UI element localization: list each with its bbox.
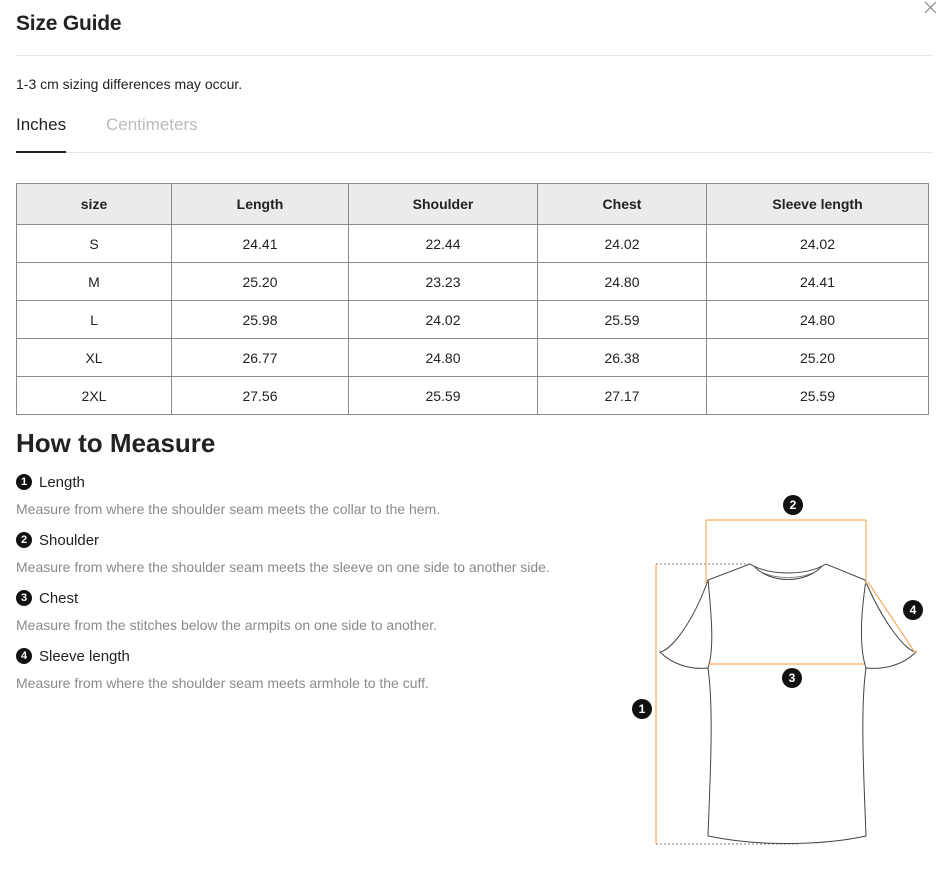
header-divider [16,55,933,56]
table-cell: 24.02 [349,301,538,339]
marker-2 [783,495,803,515]
tshirt-measure-diagram [620,480,940,860]
table-header-cell: Sleeve length [707,184,929,225]
table-cell: XL [17,339,172,377]
table-header-row [17,184,929,225]
table-cell: 25.59 [707,377,929,415]
table-cell: 26.77 [172,339,349,377]
unit-tabs [16,108,933,153]
sizing-notice: 1-3 cm sizing differences may occur. [16,76,243,92]
number-3-badge: 3 [16,590,32,606]
table-cell: 24.80 [707,301,929,339]
table-header-cell: size [17,184,172,225]
table-header-cell: Chest [538,184,707,225]
table-cell: 2XL [17,377,172,415]
table-cell: 25.98 [172,301,349,339]
table-header-cell: Shoulder [349,184,538,225]
table-row [17,301,929,339]
tab-inches[interactable]: Inches [16,115,66,153]
table-cell: 26.38 [538,339,707,377]
marker-3 [782,668,802,688]
measure-list [16,472,616,704]
table-cell: 24.80 [538,263,707,301]
measure-description: Measure from where the shoulder seam meets the collar to the hem. [16,501,441,517]
measure-label: Length [39,473,85,491]
measure-description: Measure from where the shoulder seam meets armhole to the cuff. [16,675,429,691]
table-cell: 23.23 [349,263,538,301]
measure-item-chest [16,588,616,646]
table-cell: S [17,225,172,263]
marker-2-label: 2 [789,498,797,512]
table-cell: 24.41 [172,225,349,263]
measure-item-shoulder [16,530,616,588]
table-cell: 25.59 [538,301,707,339]
marker-4 [903,600,923,620]
how-to-measure-title: How to Measure [16,428,216,458]
table-cell: 27.17 [538,377,707,415]
modal-title: Size Guide [16,12,122,35]
table-row [17,377,929,415]
measure-description: Measure from where the shoulder seam meets the sleeve on one side to another side. [16,559,550,575]
table-cell: 24.02 [707,225,929,263]
tab-centimeters[interactable]: Centimeters [106,115,198,134]
table-row [17,225,929,263]
size-table [16,183,929,415]
measure-item-sleeve-length [16,646,616,704]
number-1-badge: 1 [16,474,32,490]
marker-1 [632,699,652,719]
measure-label: Shoulder [39,531,100,549]
marker-4-label: 4 [909,603,917,617]
table-row [17,263,929,301]
table-cell: M [17,263,172,301]
table-cell: L [17,301,172,339]
close-icon[interactable] [923,0,939,16]
measure-label: Chest [39,589,79,607]
number-2-badge: 2 [16,532,32,548]
table-cell: 24.80 [349,339,538,377]
marker-3-label: 3 [788,671,796,685]
number-4-badge: 4 [16,648,32,664]
table-cell: 22.44 [349,225,538,263]
tshirt-outline [660,564,916,844]
table-cell: 27.56 [172,377,349,415]
measure-description: Measure from the stitches below the armpits on one side to another. [16,617,438,633]
table-cell: 24.02 [538,225,707,263]
marker-1-label: 1 [638,702,646,716]
table-cell: 25.59 [349,377,538,415]
table-cell: 24.41 [707,263,929,301]
table-cell: 25.20 [707,339,929,377]
table-row [17,339,929,377]
table-header-cell: Length [172,184,349,225]
measure-item-length [16,472,616,530]
table-cell: 25.20 [172,263,349,301]
measure-label: Sleeve length [39,647,130,665]
